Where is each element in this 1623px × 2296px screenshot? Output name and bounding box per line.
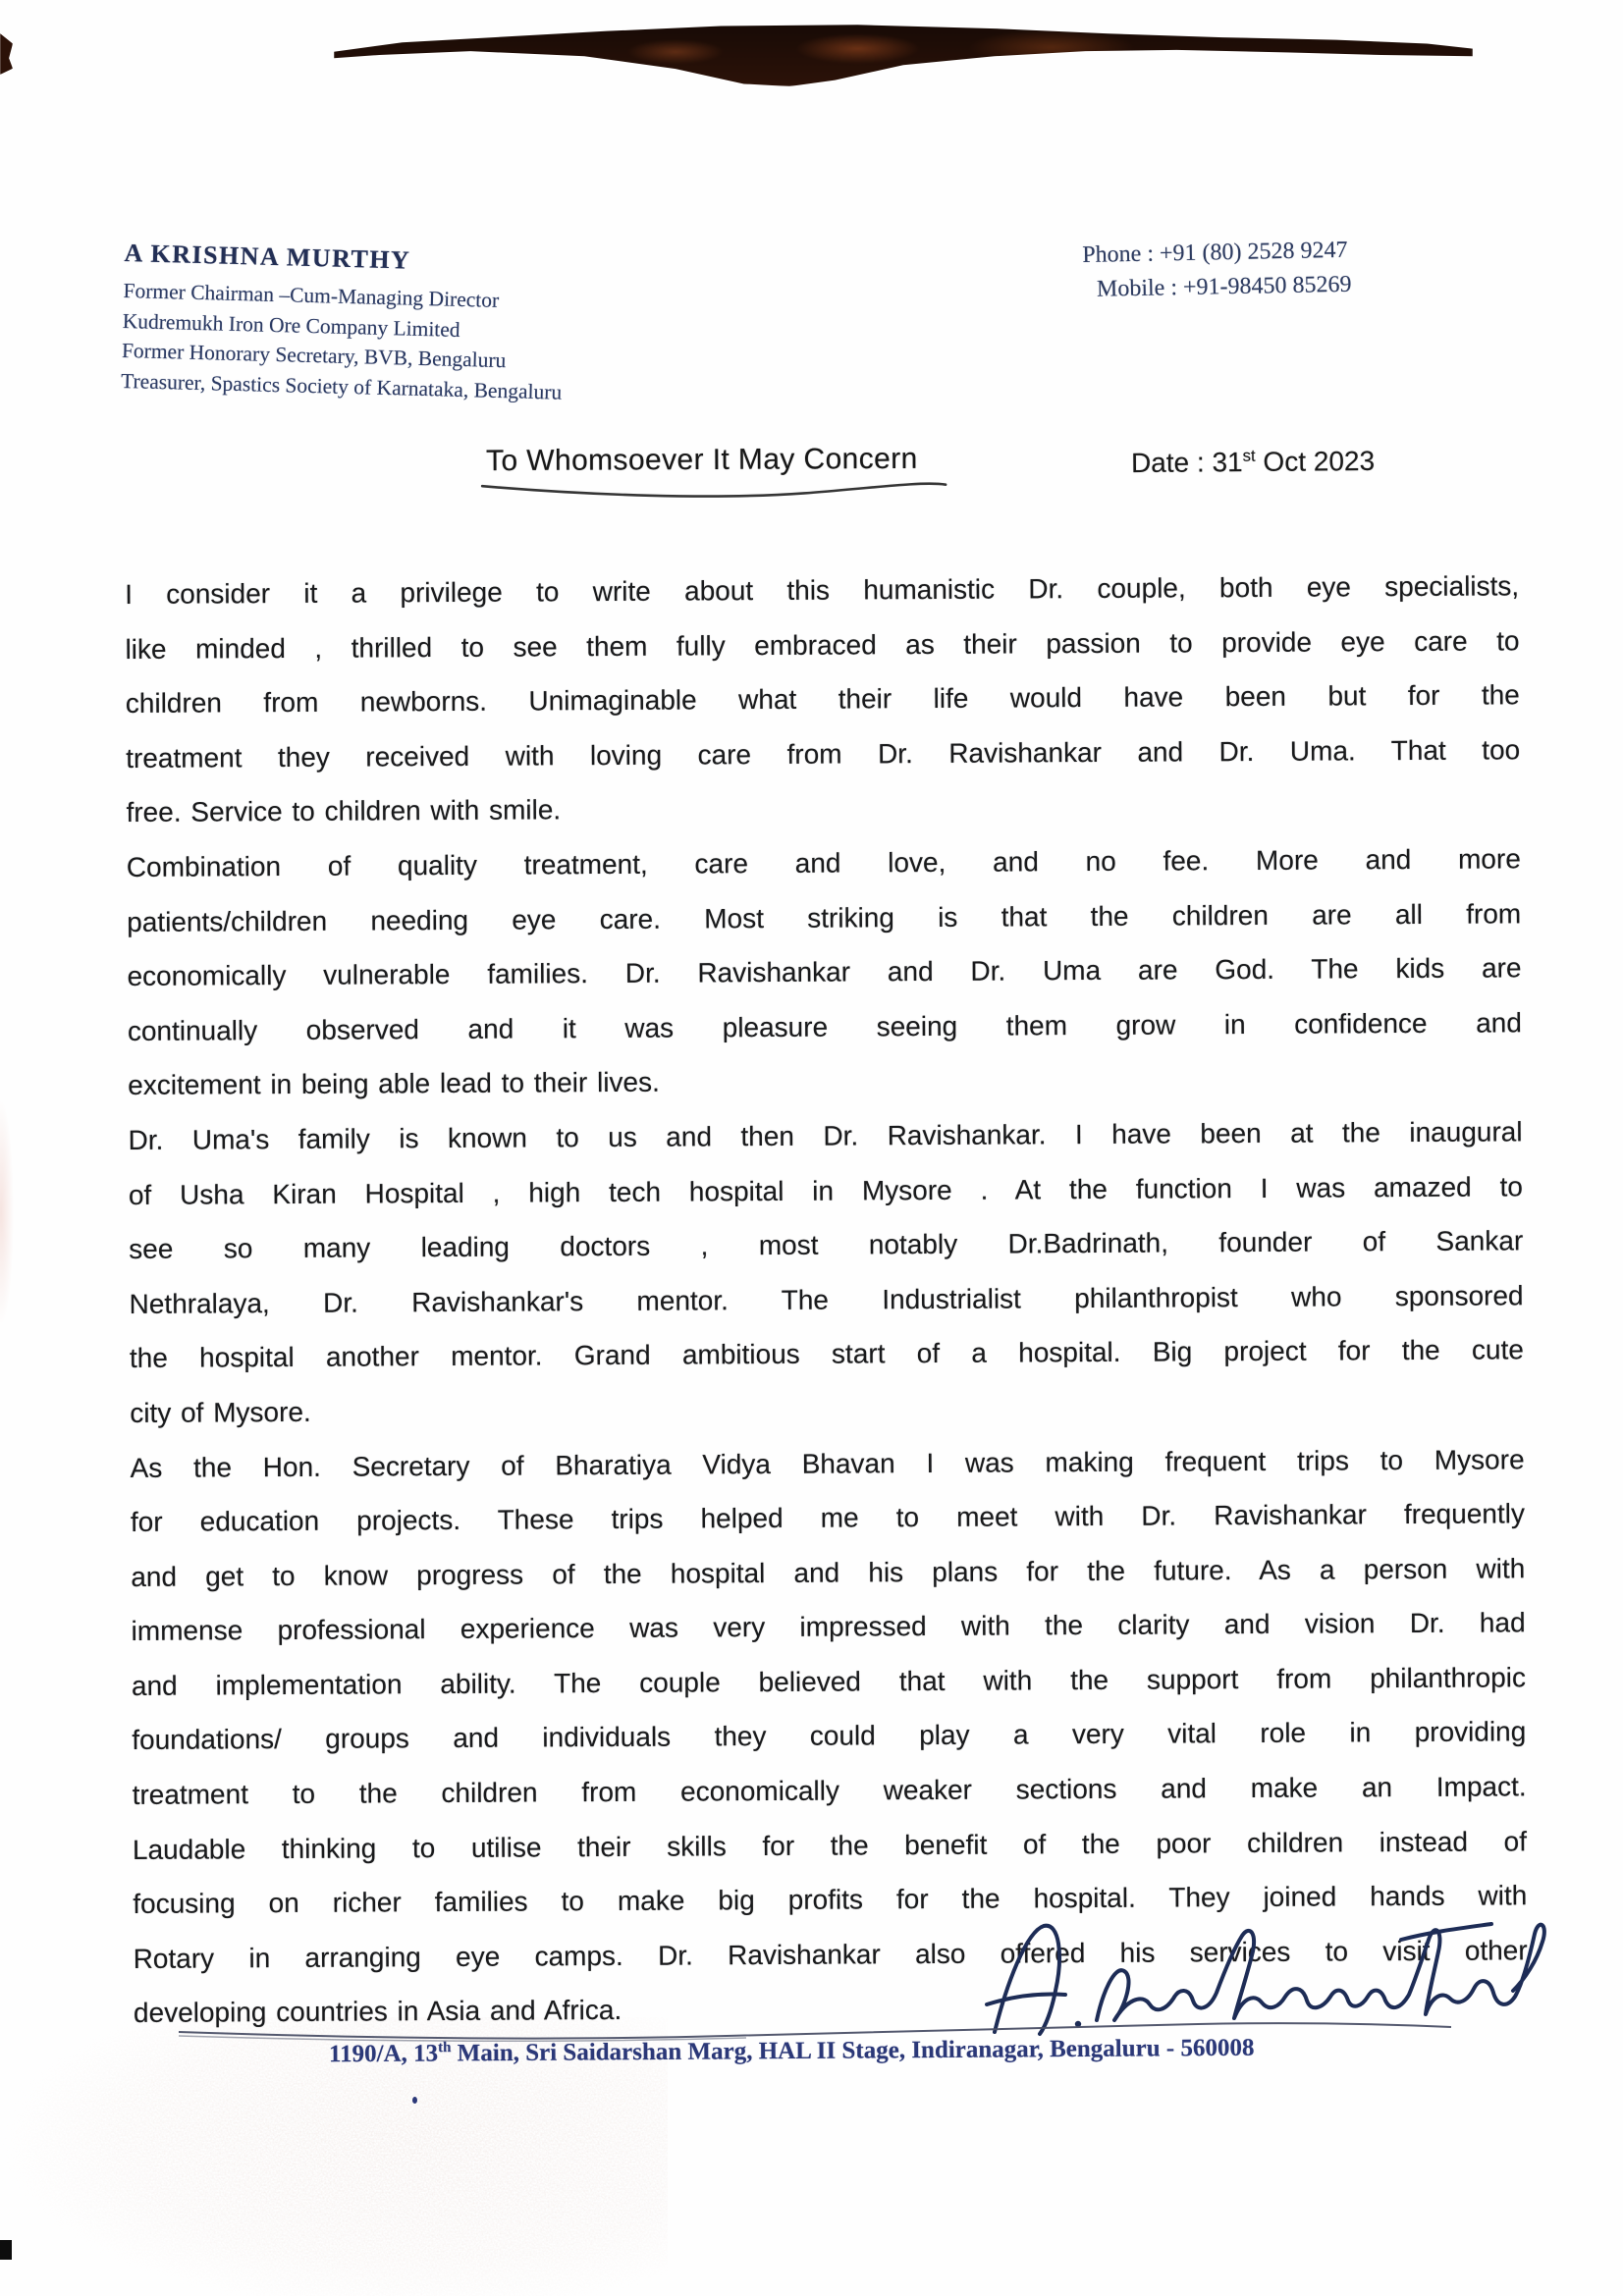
scan-stain-left-edge xyxy=(0,33,13,75)
body-line: Nethralaya, Dr. Ravishankar's mentor. The Industrialist philanthropist who sponsored xyxy=(129,1280,1524,1319)
letterhead-name: A KRISHNA MURTHY xyxy=(124,239,411,275)
scan-stain-top xyxy=(334,24,1473,86)
date-month-year: Oct 2023 xyxy=(1255,445,1376,477)
body-line: children from newborns. Unimaginable what their life would have been but for the xyxy=(125,679,1520,720)
heading-underline xyxy=(480,478,949,503)
body-line: focusing on richer families to make big profits for the hospital. They joined hands with xyxy=(133,1880,1528,1920)
body-line: continually observed and it was pleasure seeing them grow in confidence and xyxy=(127,1007,1522,1046)
body-line: of Usha Kiran Hospital , high tech hospital in Mysore . At the function I was amazed to xyxy=(128,1170,1523,1210)
body-line: Combination of quality treatment, care and love, and no fee. More and more xyxy=(126,843,1521,882)
body-line: and implementation ability. The couple believed that with the support from philanthropic xyxy=(131,1662,1527,1701)
body-line: free. Service to children with smile. xyxy=(126,794,562,828)
letterhead-title-line: Treasurer, Spastics Society of Karnataka, Bengaluru xyxy=(120,368,563,404)
body-line: for education projects. These trips helped me to meet with Dr. Ravishankar frequently xyxy=(130,1498,1526,1538)
footer-address-start: 1190/A, 13 xyxy=(328,2040,439,2068)
body-line: patients/children needing eye care. Most striking is that the children are all from xyxy=(127,897,1522,937)
heading-text: To Whomsoever It May Concern xyxy=(485,442,918,478)
date-text: Date : 31 xyxy=(1130,447,1243,479)
body-line: like minded , thrilled to see them fully embraced as their passion to provide eye care to xyxy=(125,624,1520,665)
body-line: city of Mysore. xyxy=(130,1396,311,1428)
body-line: see so many leading doctors , most notably Dr.Badrinath, founder of Sankar xyxy=(129,1225,1524,1265)
body-line: foundations/ groups and individuals they could play a very vital role in providing xyxy=(132,1716,1527,1756)
date-line xyxy=(1131,446,1375,479)
letterhead-title-line: Former Chairman –Cum-Managing Director xyxy=(123,278,500,312)
body-line: economically vulnerable families. Dr. Ravishankar and Dr. Uma are God. The kids are xyxy=(127,952,1522,992)
phone-number: Phone : +91 (80) 2528 9247 xyxy=(1082,237,1348,268)
scan-smudge-left xyxy=(0,1099,14,1325)
body-line: As the Hon. Secretary of Bharatiya Vidya Bhavan I was making frequent trips to Mysore xyxy=(130,1443,1525,1483)
body-line: Dr. Uma's family is known to us and then Dr. Ravishankar. I have been at the inaugural xyxy=(128,1116,1523,1155)
body-line: Rotary in arranging eye camps. Dr. Ravishankar also offered his services to visit other xyxy=(133,1935,1528,1974)
body-line: treatment to the children from economically weaker sections and make an Impact. xyxy=(132,1771,1527,1811)
body-line: I consider it a privilege to write about this humanistic Dr. couple, both eye specialists, xyxy=(125,570,1520,610)
body-line: treatment they received with loving care from Dr. Ravishankar and Dr. Uma. That too xyxy=(126,734,1521,774)
date-ordinal-suffix: st xyxy=(1242,446,1256,465)
body-line: Laudable thinking to utilise their skills for the benefit of the poor children instead of xyxy=(132,1825,1528,1865)
mobile-number: Mobile : +91-98450 85269 xyxy=(1096,271,1352,302)
stray-ink-dot xyxy=(412,2097,417,2104)
body-text xyxy=(125,559,1528,2041)
footer-address-rest: Main, Sri Saidarshan Marg, HAL II Stage, Indiranagar, Bengaluru - 560008 xyxy=(451,2034,1255,2067)
letterhead-titles xyxy=(121,276,565,407)
body-line: and get to know progress of the hospital and his plans for the future. As a person with xyxy=(131,1552,1526,1592)
body-line: developing countries in Asia and Africa. xyxy=(133,1995,622,2029)
body-line: the hospital another mentor. Grand ambitious start of a hospital. Big project for the cute xyxy=(129,1334,1524,1374)
letterhead xyxy=(121,239,566,407)
body-line: immense professional experience was very impressed with the clarity and vision Dr. had xyxy=(131,1607,1526,1647)
letterhead-title-line: Former Honorary Secretary, BVB, Bengaluru xyxy=(121,338,507,373)
letterhead-title-line: Kudremukh Iron Ore Company Limited xyxy=(122,308,460,342)
contact-block xyxy=(1082,231,1495,307)
body-line: excitement in being able lead to their lives. xyxy=(128,1067,660,1101)
footer-ordinal-suffix: th xyxy=(438,2040,452,2056)
letter-heading xyxy=(486,443,918,478)
